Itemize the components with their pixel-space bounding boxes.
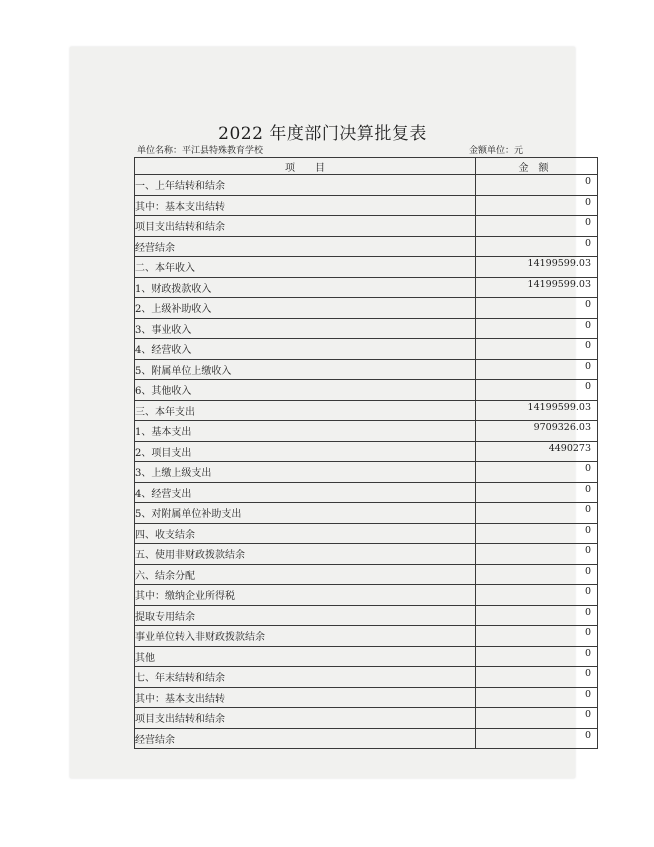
- row-amount: 0: [476, 503, 598, 524]
- row-amount: 0: [476, 626, 598, 647]
- row-label: 一、上年结转和结余: [135, 175, 476, 196]
- row-label: 其中：基本支出结转: [135, 687, 476, 708]
- amount-unit-label: 金额单位：元: [468, 146, 523, 156]
- row-label: 项目支出结转和结余: [135, 708, 476, 729]
- row-label: 其他: [135, 646, 476, 667]
- table-row: [135, 708, 598, 729]
- table-row: [135, 441, 598, 462]
- table-row: [135, 626, 598, 647]
- row-label: 经营结余: [135, 728, 476, 749]
- table-row: [135, 236, 598, 257]
- row-label: 3、上缴上级支出: [135, 462, 476, 483]
- table-row: [135, 544, 598, 565]
- unit-name-label: 单位名称：平江县特殊教育学校: [137, 146, 264, 156]
- table-row: [135, 277, 598, 298]
- row-label: 提取专用结余: [135, 605, 476, 626]
- row-amount: 14199599.03: [476, 277, 598, 298]
- row-amount: 0: [476, 564, 598, 585]
- row-amount: 0: [476, 216, 598, 237]
- row-amount: 0: [476, 687, 598, 708]
- row-amount: 0: [476, 339, 598, 360]
- table-row: [135, 585, 598, 606]
- row-amount: 9709326.03: [476, 421, 598, 442]
- table-row: [135, 359, 598, 380]
- table-row: [135, 380, 598, 401]
- row-amount: 0: [476, 605, 598, 626]
- row-label: 四、收支结余: [135, 523, 476, 544]
- table-row: [135, 298, 598, 319]
- row-amount: 0: [476, 708, 598, 729]
- table-row: [135, 687, 598, 708]
- table-row: [135, 339, 598, 360]
- row-label: 三、本年支出: [135, 400, 476, 421]
- row-amount: 0: [476, 236, 598, 257]
- table-row: [135, 523, 598, 544]
- row-label: 3、事业收入: [135, 318, 476, 339]
- row-label: 二、本年收入: [135, 257, 476, 278]
- table-row: [135, 195, 598, 216]
- row-label: 经营结余: [135, 236, 476, 257]
- table-row: [135, 605, 598, 626]
- row-amount: 0: [476, 298, 598, 319]
- row-amount: 0: [476, 728, 598, 749]
- row-amount: 0: [476, 667, 598, 688]
- table-row: [135, 421, 598, 442]
- budget-table: [134, 157, 598, 749]
- row-label: 1、基本支出: [135, 421, 476, 442]
- row-amount: 0: [476, 318, 598, 339]
- table-row: [135, 400, 598, 421]
- row-label: 4、经营支出: [135, 482, 476, 503]
- table-row: [135, 564, 598, 585]
- header-amount: 金 额: [476, 158, 598, 175]
- table-row: [135, 482, 598, 503]
- row-label: 五、使用非财政拨款结余: [135, 544, 476, 565]
- row-label: 2、项目支出: [135, 441, 476, 462]
- table-header-row: [135, 158, 598, 175]
- row-label: 事业单位转入非财政拨款结余: [135, 626, 476, 647]
- table-row: [135, 667, 598, 688]
- table-row: [135, 646, 598, 667]
- row-amount: 0: [476, 585, 598, 606]
- row-amount: 0: [476, 175, 598, 196]
- table-row: [135, 257, 598, 278]
- row-amount: 0: [476, 359, 598, 380]
- row-amount: 14199599.03: [476, 400, 598, 421]
- row-amount: 0: [476, 646, 598, 667]
- row-label: 六、结余分配: [135, 564, 476, 585]
- row-amount: 4490273: [476, 441, 598, 462]
- document-page: [70, 47, 591, 778]
- row-label: 其中：基本支出结转: [135, 195, 476, 216]
- table-row: [135, 462, 598, 483]
- row-amount: 0: [476, 544, 598, 565]
- table-row: [135, 728, 598, 749]
- row-label: 项目支出结转和结余: [135, 216, 476, 237]
- row-label: 1、财政拨款收入: [135, 277, 476, 298]
- table-row: [135, 216, 598, 237]
- row-amount: 0: [476, 195, 598, 216]
- table-row: [135, 318, 598, 339]
- row-label: 七、年末结转和结余: [135, 667, 476, 688]
- row-amount: 0: [476, 482, 598, 503]
- row-label: 5、附属单位上缴收入: [135, 359, 476, 380]
- table-row: [135, 503, 598, 524]
- row-amount: 0: [476, 462, 598, 483]
- row-label: 2、上级补助收入: [135, 298, 476, 319]
- table-row: [135, 175, 598, 196]
- row-amount: 0: [476, 523, 598, 544]
- row-amount: 0: [476, 380, 598, 401]
- row-label: 4、经营收入: [135, 339, 476, 360]
- header-item: 项 目: [135, 158, 476, 175]
- row-label: 6、其他收入: [135, 380, 476, 401]
- row-label: 其中：缴纳企业所得税: [135, 585, 476, 606]
- page-title: 2022 年度部门决算批复表: [218, 124, 427, 144]
- row-label: 5、对附属单位补助支出: [135, 503, 476, 524]
- row-amount: 14199599.03: [476, 257, 598, 278]
